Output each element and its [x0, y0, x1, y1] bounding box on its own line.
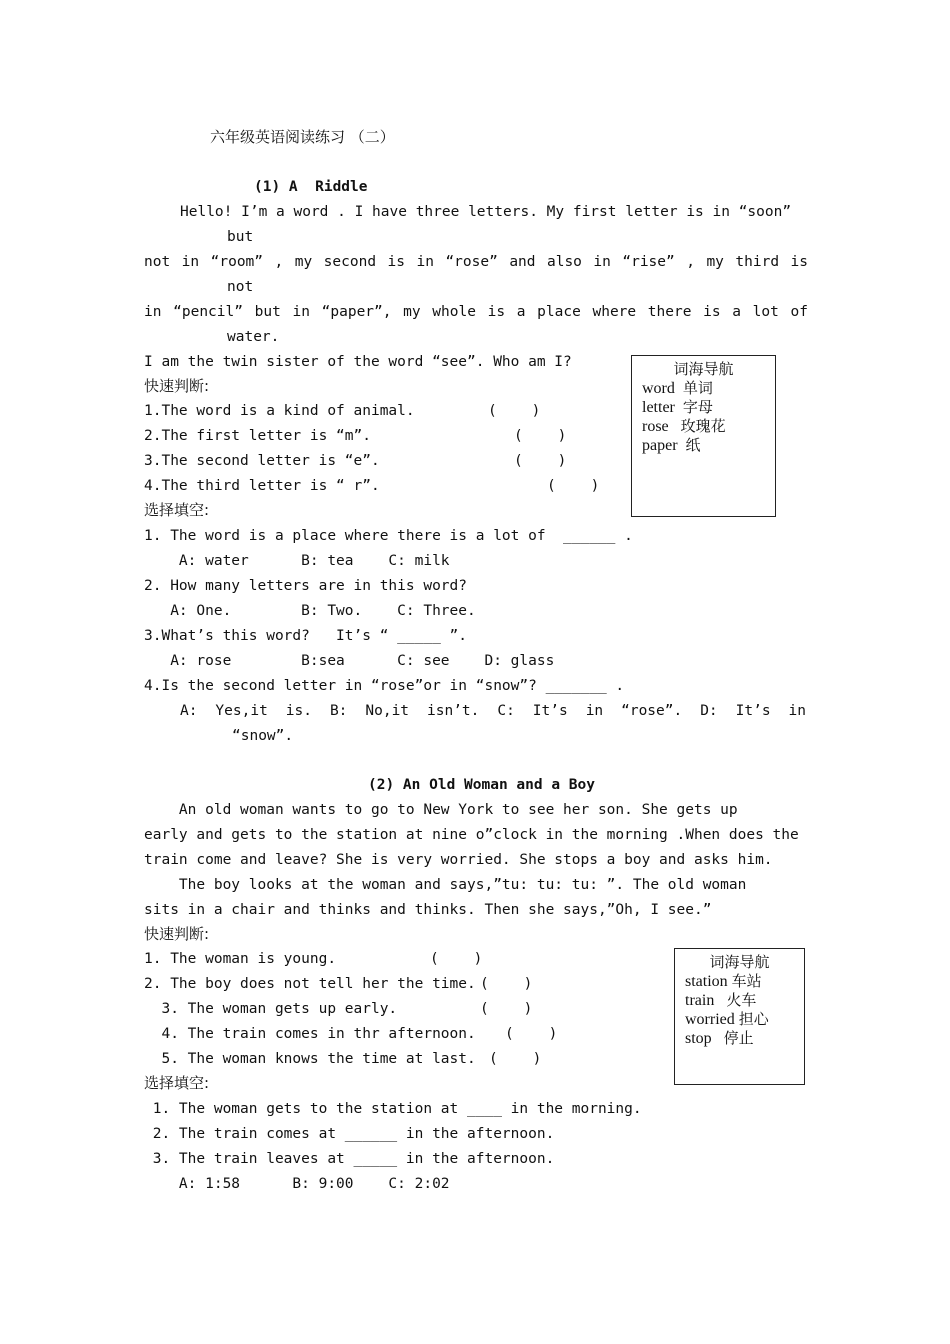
- vocab-meaning: 车站: [731, 972, 762, 990]
- s2-choice-line: 2. The train comes at ______ in the afternoon.: [144, 1126, 555, 1142]
- section2-heading: (2) An Old Woman and a Boy: [368, 777, 595, 793]
- vocab-word: word: [642, 380, 675, 397]
- vocab-word: paper: [642, 437, 678, 454]
- vocab-word: worried: [685, 1011, 735, 1028]
- s1-passage-line: not in “room” , my second is in “rose” and also in “rise” , my third is: [144, 254, 808, 270]
- vocab-meaning: 玫瑰花: [680, 417, 726, 435]
- vocab-row: [685, 972, 794, 991]
- s1-passage-line: but: [227, 229, 254, 245]
- vocab-row: [685, 991, 794, 1010]
- s2-judge-answer-paren: ( ): [480, 1001, 533, 1017]
- s2-choice-line: 3. The train leaves at _____ in the afternoon.: [144, 1151, 555, 1167]
- s2-choice-line: 1. The woman gets to the station at ____ in the morning.: [144, 1101, 642, 1117]
- s1-judge-item: 3.The second letter is “e”.: [144, 453, 380, 469]
- s1-choice-line: 1. The word is a place where there is a lot of ______ .: [144, 528, 633, 544]
- s1-choice-line: A: water B: tea C: milk: [144, 553, 450, 569]
- vocab-row: [642, 436, 765, 455]
- s1-judge-answer-paren: ( ): [547, 478, 600, 494]
- s2-judge-item: 4. The train comes in thr afternoon.: [144, 1026, 476, 1042]
- s1-vocab-box: [631, 355, 776, 517]
- s1-choice-line: 4.Is the second letter in “rose”or in “snow”? _______ .: [144, 678, 625, 694]
- s1-judge-item: 4.The third letter is “ r”.: [144, 478, 380, 494]
- section1-heading: (1) A Riddle: [254, 179, 368, 195]
- vocab-word: rose: [642, 418, 669, 435]
- vocab-row: [685, 1010, 794, 1029]
- s1-choice-line: 2. How many letters are in this word?: [144, 578, 468, 594]
- s2-passage-line: An old woman wants to go to New York to see her son. She gets up: [144, 802, 738, 818]
- s1-choice-line: A: rose B:sea C: see D: glass: [144, 653, 555, 669]
- s2-choice-label: 选择填空:: [144, 1074, 210, 1092]
- s1-passage-line: water.: [227, 329, 280, 345]
- vocab-row: [685, 1029, 794, 1048]
- s2-vocab-box: [674, 948, 805, 1085]
- s1-passage-line: in “pencil” but in “paper”, my whole is a place where there is a lot of: [144, 304, 808, 320]
- s1-passage-line: Hello! I’m a word . I have three letters. My first letter is in “soon”: [180, 204, 792, 220]
- s2-passage-line: early and gets to the station at nine o”clock in the morning .When does the: [144, 827, 799, 843]
- s2-judge-label: 快速判断:: [144, 925, 210, 943]
- s1-choice-line: “snow”.: [232, 728, 294, 744]
- vocab-title: 词海导航: [709, 953, 770, 971]
- s1-judge-answer-paren: ( ): [514, 428, 567, 444]
- vocab-meaning: 担心: [738, 1010, 769, 1028]
- s1-judge-answer-paren: ( ): [514, 453, 567, 469]
- s2-judge-item: 3. The woman gets up early.: [144, 1001, 398, 1017]
- s2-judge-item: 1. The woman is young.: [144, 951, 337, 967]
- vocab-row: [642, 398, 765, 417]
- s1-judge-answer-paren: ( ): [488, 403, 541, 419]
- s1-judge-item: 2.The first letter is “m”.: [144, 428, 371, 444]
- vocab-meaning: 纸: [685, 436, 701, 454]
- vocab-meaning: 停止: [723, 1029, 754, 1047]
- vocab-row: [642, 417, 765, 436]
- s1-passage-line: I am the twin sister of the word “see”. Who am I?: [144, 354, 572, 370]
- vocab-word: stop: [685, 1030, 712, 1047]
- s2-passage-line: The boy looks at the woman and says,”tu: tu: tu: ”. The old woman: [144, 877, 747, 893]
- s2-judge-answer-paren: ( ): [505, 1026, 558, 1042]
- page-title: 六年级英语阅读练习 （二）: [210, 128, 395, 146]
- s2-judge-item: 5. The woman knows the time at last.: [144, 1051, 476, 1067]
- s1-choice-label: 选择填空:: [144, 501, 210, 519]
- vocab-word: letter: [642, 399, 675, 416]
- s2-judge-answer-paren: ( ): [430, 951, 483, 967]
- s2-judge-answer-paren: ( ): [489, 1051, 542, 1067]
- s1-passage-line: not: [227, 279, 254, 295]
- s2-judge-item: 2. The boy does not tell her the time.: [144, 976, 476, 992]
- vocab-word: station: [685, 973, 728, 990]
- s2-judge-answer-paren: ( ): [480, 976, 533, 992]
- s2-choice-line: A: 1:58 B: 9:00 C: 2:02: [144, 1176, 450, 1192]
- vocab-word: train: [685, 992, 715, 1009]
- vocab-row: [642, 379, 765, 398]
- s1-choice-line: 3.What’s this word? It’s “ _____ ”.: [144, 628, 468, 644]
- s2-passage-line: sits in a chair and thinks and thinks. Then she says,”Oh, I see.”: [144, 902, 712, 918]
- s1-choice-line: A: Yes,it is. B: No,it isn’t. C: It’s in “rose”. D: It’s in: [180, 703, 806, 719]
- vocab-meaning: 火车: [726, 991, 757, 1009]
- s2-passage-line: train come and leave? She is very worried. She stops a boy and asks him.: [144, 852, 773, 868]
- s1-judge-label: 快速判断:: [144, 377, 210, 395]
- vocab-meaning: 单词: [682, 379, 713, 397]
- s1-choice-line: A: One. B: Two. C: Three.: [144, 603, 476, 619]
- s1-judge-item: 1.The word is a kind of animal.: [144, 403, 415, 419]
- vocab-meaning: 字母: [682, 398, 713, 416]
- vocab-title: 词海导航: [673, 360, 734, 378]
